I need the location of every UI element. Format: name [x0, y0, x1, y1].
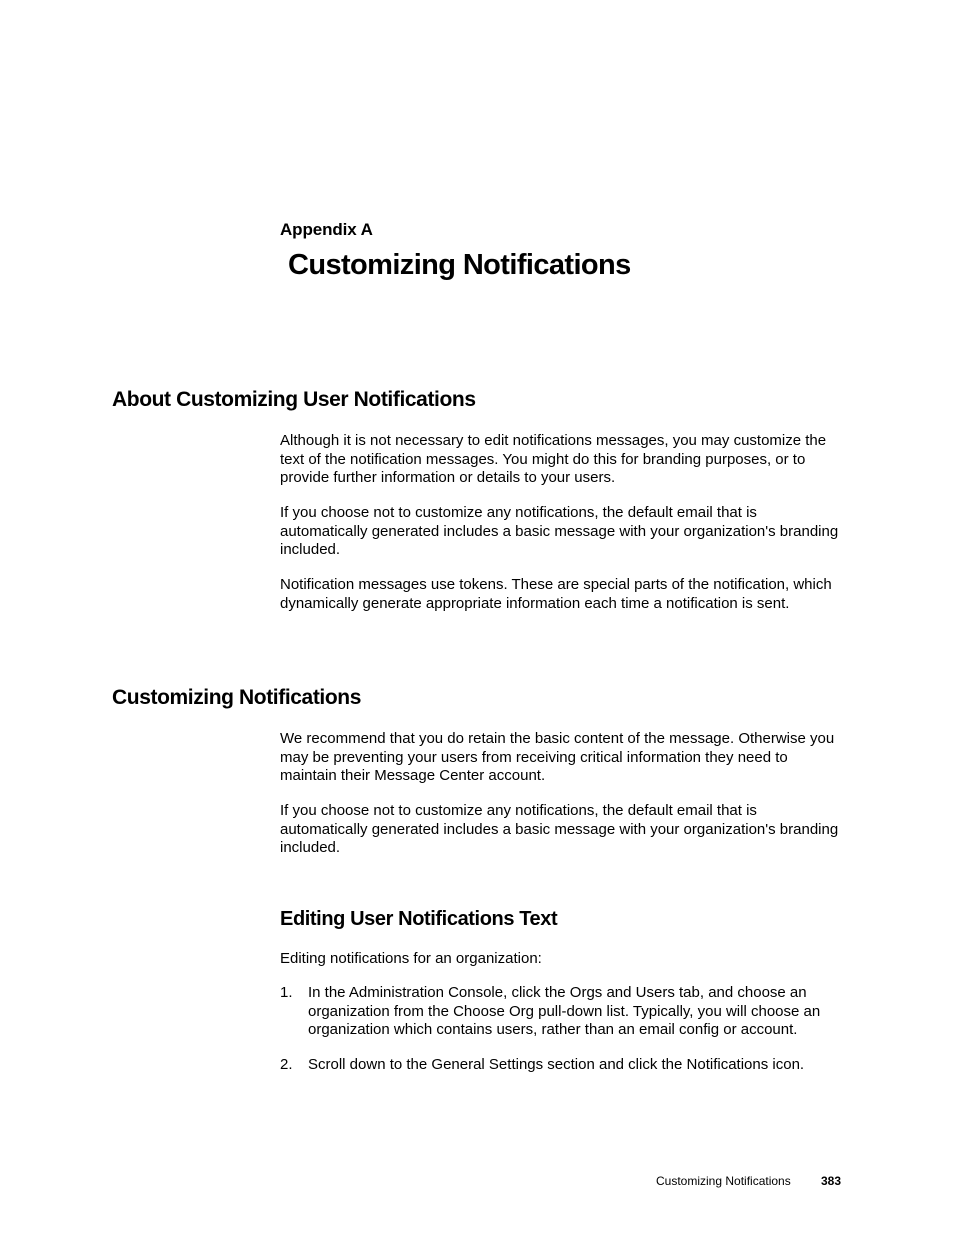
- subsection-heading-editing: Editing User Notifications Text: [280, 908, 558, 930]
- paragraph: We recommend that you do retain the basic content of the message. Otherwise you may be preventing your users from receiving critical information they need to maintain their Message Center account.: [280, 730, 835, 784]
- list-item-number: 1.: [280, 984, 293, 1001]
- paragraph: If you choose not to customize any notifications, the default email that is automatically generated includes a basic message with your organization's branding included.: [280, 802, 839, 856]
- footer-page-number: 383: [821, 1174, 842, 1188]
- list-item-text: In the Administration Console, click the Orgs and Users tab, and choose an organization from the Choose Org pull-down list. Typically, you will choose an organization which contains users, rather than an email config or account.: [308, 984, 821, 1038]
- list-item-text: Scroll down to the General Settings section and click the Notifications icon.: [308, 1056, 805, 1073]
- section-heading-customizing: Customizing Notifications: [112, 686, 361, 709]
- chapter-title: Customizing Notifications: [288, 249, 631, 281]
- intro-paragraph: Editing notifications for an organization:: [280, 950, 542, 967]
- paragraph: If you choose not to customize any notifications, the default email that is automatically generated includes a basic message with your organization's branding included.: [280, 504, 839, 558]
- section-heading-about: About Customizing User Notifications: [112, 388, 476, 411]
- paragraph: Although it is not necessary to edit notifications messages, you may customize the text of the notification messages. You might do this for branding purposes, or to provide further information or details to your users.: [280, 432, 827, 486]
- paragraph: Notification messages use tokens. These are special parts of the notification, which dynamically generate appropriate information each time a notification is sent.: [280, 576, 832, 612]
- footer-title: Customizing Notifications: [656, 1174, 791, 1188]
- appendix-label: Appendix A: [280, 220, 373, 239]
- list-item-number: 2.: [280, 1056, 293, 1073]
